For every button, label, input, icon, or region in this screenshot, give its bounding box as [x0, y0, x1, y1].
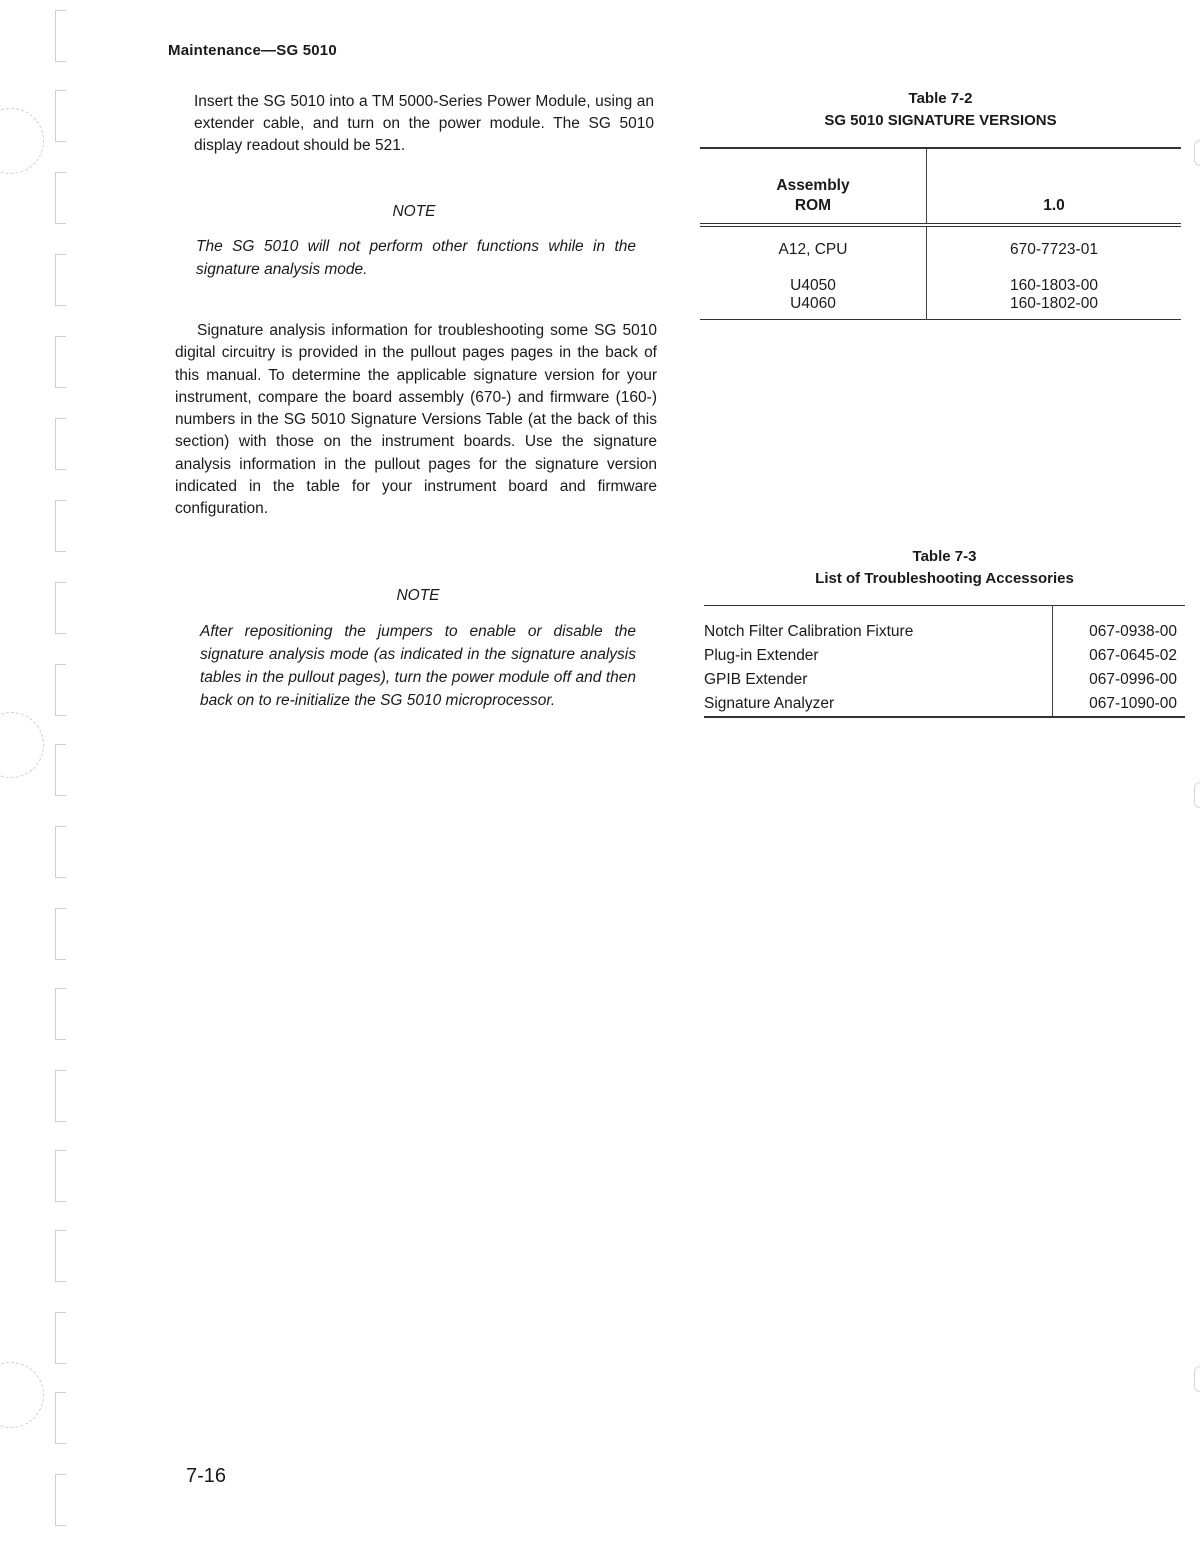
cell-version: 160-1802-00 [1010, 295, 1098, 312]
cell-part-number: 067-0645-02 [1053, 644, 1186, 668]
binder-tab [55, 10, 66, 62]
table-row [704, 692, 1185, 717]
cell-assembly: A12, CPU [700, 225, 927, 263]
column-header-version: 1.0 [1043, 197, 1065, 214]
binder-tab [55, 582, 66, 634]
table-row [700, 263, 1181, 295]
intro-paragraph: Insert the SG 5010 into a TM 5000-Series Power Module, using an extender cable, and turn on the power module. The SG 5010 display readout should be 521. [194, 93, 654, 154]
cell-version: 670-7723-01 [1010, 241, 1098, 258]
table-caption [704, 546, 1185, 590]
binder-tab [55, 1392, 66, 1444]
binder-tab [55, 1230, 66, 1282]
table-row [704, 668, 1185, 692]
cell-accessory-name: Signature Analyzer [704, 695, 835, 712]
binder-tab [55, 1070, 66, 1122]
note-title: NOTE [392, 203, 436, 220]
binder-tab [55, 908, 66, 960]
cell-assembly: U4050 [700, 263, 927, 295]
binder-tab [55, 1474, 66, 1526]
binder-tab [55, 336, 66, 388]
cell-assembly: U4060 [700, 295, 927, 320]
cell-accessory-name: Notch Filter Calibration Fixture [704, 623, 914, 640]
cell-accessory-name: GPIB Extender [704, 671, 808, 688]
accessories-table [704, 605, 1185, 718]
binder-tab [55, 500, 66, 552]
table-row [700, 295, 1181, 320]
cell-version: 160-1803-00 [1010, 277, 1098, 294]
punch-hole [0, 712, 44, 778]
table-header-row [700, 148, 1181, 225]
punch-hole [0, 1362, 44, 1428]
binder-tab [55, 826, 66, 878]
binder-tab [55, 664, 66, 716]
table-title: SG 5010 SIGNATURE VERSIONS [824, 112, 1057, 129]
note-body: After repositioning the jumpers to enable or disable the signature analysis mode (as indicated in the signature analysis tables in the pullout pages), turn the power module off and then back on to re-initialize the SG 5010 microprocessor. [200, 623, 636, 709]
signature-versions-table [700, 147, 1181, 320]
cell-part-number: 067-0938-00 [1053, 606, 1186, 645]
cell-accessory-name: Plug-in Extender [704, 647, 819, 664]
binder-tab [55, 1150, 66, 1202]
cell-part-number: 067-0996-00 [1053, 668, 1186, 692]
binder-margin [0, 0, 80, 1568]
header-line: ROM [794, 197, 832, 214]
table-row [700, 225, 1181, 263]
table-row [704, 644, 1185, 668]
binder-tab [55, 172, 66, 224]
edge-mark [1194, 1366, 1200, 1392]
table-title: List of Troubleshooting Accessories [815, 570, 1074, 587]
binder-tab [55, 418, 66, 470]
cell-part-number: 067-1090-00 [1053, 692, 1186, 717]
binder-tab [55, 1312, 66, 1364]
binder-tab [55, 744, 66, 796]
table-label: Table 7-3 [912, 548, 977, 565]
binder-tab [55, 988, 66, 1040]
binder-tab [55, 90, 66, 142]
punch-hole [0, 108, 44, 174]
column-header-assembly [700, 148, 927, 225]
signature-analysis-paragraph: Signature analysis information for troubleshooting some SG 5010 digital circuitry is provided in the pullout pages pages in the back of this manual. To determine the applicable signature version for your instrument, compare the board assembly (670-) and firmware (160-) numbers in the SG 5010 Signature Versions Table (at the back of this section) with those on the instrument boards. Use the signature analysis information in the pullout pages for the signature version indicated in the table for your instrument board and firmware configuration. [175, 322, 657, 518]
binder-tab [55, 254, 66, 306]
edge-mark [1194, 782, 1200, 808]
edge-mark [1194, 140, 1200, 166]
table-label: Table 7-2 [908, 90, 973, 107]
page-number: 7-16 [186, 1465, 227, 1487]
running-header: Maintenance—SG 5010 [168, 42, 337, 59]
note-body: The SG 5010 will not perform other functions while in the signature analysis mode. [196, 238, 636, 278]
table-row [704, 606, 1185, 645]
note-title: NOTE [396, 587, 440, 604]
table-caption [700, 88, 1181, 132]
header-line: Assembly [776, 177, 850, 194]
